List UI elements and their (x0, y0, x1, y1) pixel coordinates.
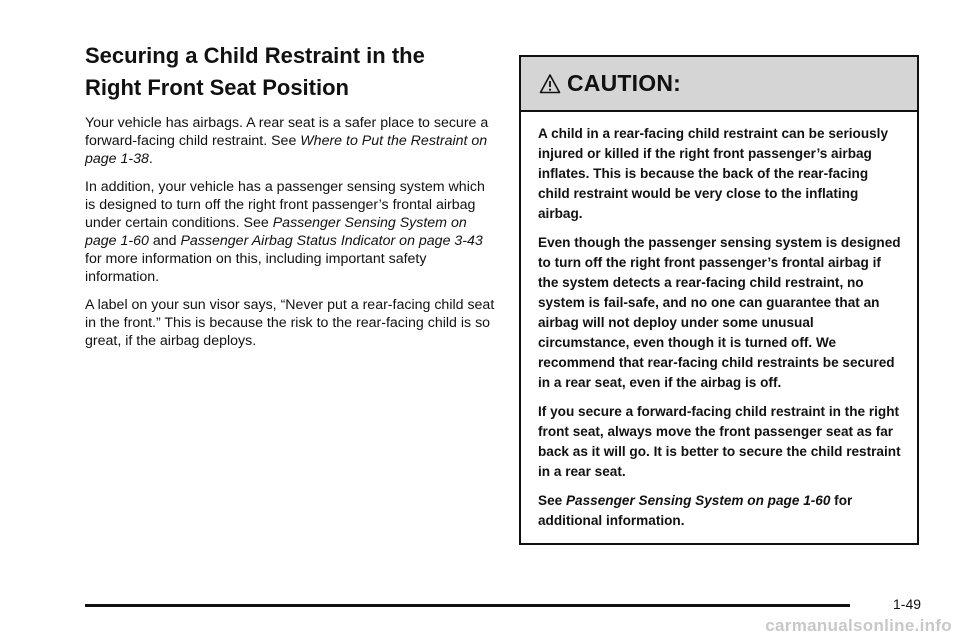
reference-where-to-put-restraint[interactable]: Where to Put the Restraint on page 1-38 (85, 133, 488, 167)
warning-triangle-icon (539, 73, 561, 95)
heading-line-1: Securing a Child Restraint in the (85, 43, 425, 68)
caution-paragraph-2: Even though the passenger sensing system is designed to turn off the right front passenger’s frontal airbag if the system detects a rear-facing child restraint, no system is fail-safe, and no one can guarantee that an airbag will not deploy under some unusual circumstance, even though it is turned off. We recommend that rear-facing child restraints be secured in a rear seat, even if the airbag is off. (538, 235, 901, 390)
paragraph-text: Your vehicle has airbags. A rear seat is a safer place to secure a forward-facing child restraint. See (85, 115, 489, 149)
paragraph-text: for more information on this, including important safety information. (85, 251, 427, 285)
paragraph-text: . (148, 151, 153, 167)
paragraph-passenger-sensing (85, 178, 495, 286)
caution-paragraph-4 (538, 491, 901, 531)
caution-paragraph-3: If you secure a forward-facing child restraint in the right front seat, always move the front passenger seat as far back as it will go. It is better to secure the child restraint in a rear seat. (538, 404, 901, 479)
caution-paragraph-1: A child in a rear-facing child restraint can be seriously injured or killed if the right front passenger’s airbag inflates. This is because the back of the rear-facing child restraint would be very close to the inflating airbag. (538, 126, 889, 221)
caution-box (519, 55, 919, 545)
left-column (85, 40, 495, 360)
footer-rule (85, 604, 850, 607)
caution-header (521, 57, 917, 112)
watermark: carmanualsonline.info (765, 616, 952, 635)
heading-line-2: Right Front Seat Position (85, 75, 349, 100)
page-number: 1-49 (893, 596, 922, 612)
caution-text: See (538, 493, 566, 508)
caution-title: CAUTION: (567, 70, 682, 96)
caution-text: for additional information. (538, 493, 853, 528)
paragraph-text: and (148, 233, 181, 249)
reference-passenger-sensing-system-caution[interactable]: Passenger Sensing System on page 1-60 (565, 493, 831, 508)
paragraph-sun-visor-label: A label on your sun visor says, “Never put a rear-facing child seat in the front.” This is because the risk to the rear-facing child is so great, if the airbag deploys. (85, 297, 495, 349)
reference-airbag-status-indicator[interactable]: Passenger Airbag Status Indicator on page 3-43 (180, 233, 483, 249)
paragraph-airbags (85, 114, 495, 168)
reference-passenger-sensing-system[interactable]: Passenger Sensing System on page 1-60 (85, 215, 467, 249)
paragraph-text: In addition, your vehicle has a passenger sensing system which is designed to turn off the right front passenger’s frontal airbag under certain conditions. See (85, 179, 485, 231)
section-heading (85, 40, 495, 104)
caution-body (521, 112, 917, 531)
